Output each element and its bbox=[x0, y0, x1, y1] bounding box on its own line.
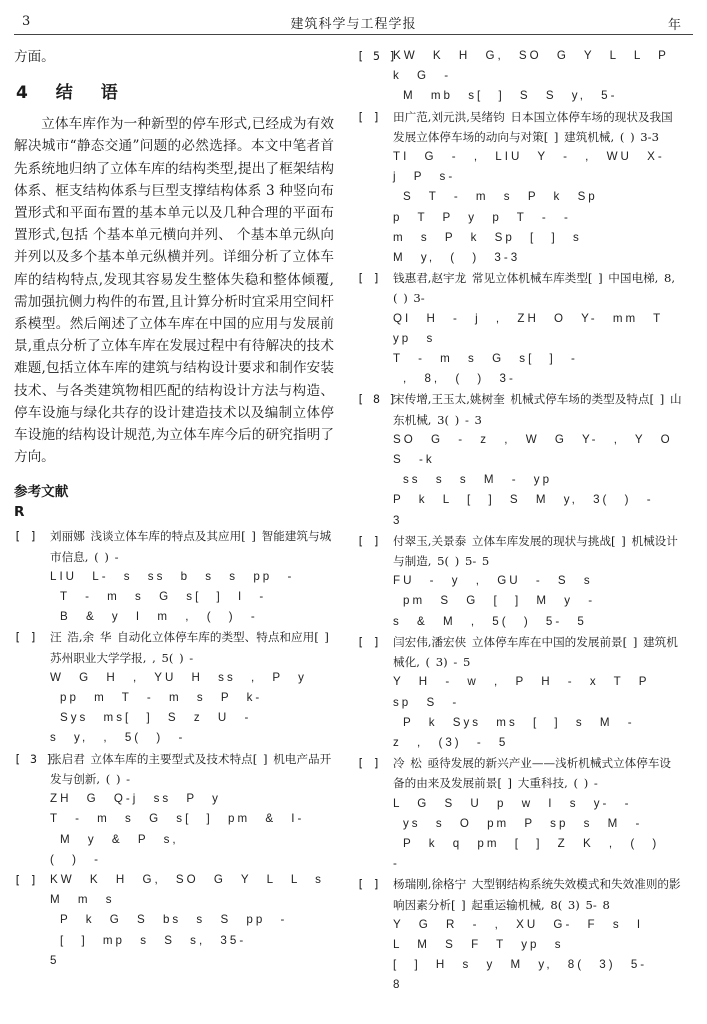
reference-english-line: T - m s G s[ ] I - bbox=[60, 590, 267, 604]
reference-english-line: P k q pm [ ] Z K , ( ) bbox=[403, 836, 660, 850]
reference-english-line: 3 bbox=[393, 513, 403, 527]
reference-english-line: ys s O pm P sp s M - bbox=[403, 816, 643, 830]
reference-english-line: P k G S bs s S pp - bbox=[60, 913, 288, 927]
left-column bbox=[14, 46, 334, 971]
reference-chinese: 刘丽娜 浅谈立体车库的特点及其应用[ ] 智能建筑与城市信息, ( ) - bbox=[50, 529, 332, 564]
reference-number: [ ] bbox=[357, 533, 380, 548]
journal-title: 建筑科学与工程学报 bbox=[290, 17, 417, 32]
reference-item bbox=[14, 870, 334, 971]
reference-english-line: L M S F T yp s bbox=[393, 937, 564, 951]
reference-item bbox=[357, 389, 682, 530]
reference-english-line: L G S U p w I s y- - bbox=[393, 796, 632, 810]
reference-english-line: KW K H G, SO G Y L L P k G - bbox=[393, 49, 669, 83]
reference-item bbox=[357, 753, 682, 874]
reference-list-left bbox=[14, 526, 334, 970]
reference-english-line: KW K H G, SO G Y L L s M m s bbox=[50, 872, 324, 907]
reference-number: [ 5 ] bbox=[357, 49, 396, 63]
reference-english-line: Sys ms[ ] S z U - bbox=[60, 711, 252, 725]
right-column bbox=[357, 46, 682, 996]
reference-english-line: P k Sys ms [ ] s M - bbox=[403, 715, 635, 729]
reference-chinese: 田广范,刘元洪,吴绪钧 日本国立体停车场的现状及我国发展立体停车场的动向与对策[ ] 建筑机械, ( ) 3-3 bbox=[393, 109, 673, 144]
reference-english-line: W G H , YU H ss , P y bbox=[50, 670, 307, 684]
section-title-a: 结 bbox=[55, 83, 75, 104]
references-marker: R bbox=[14, 504, 25, 521]
reference-english-line: pm S G [ ] M y - bbox=[403, 594, 596, 608]
reference-item bbox=[14, 627, 334, 748]
reference-english-line: LIU L- s ss b s s pp - bbox=[50, 569, 295, 583]
reference-english-line: QI H - j , ZH O Y- mm T yp s bbox=[393, 311, 664, 345]
reference-english-line: Y G R - , XU G- F s I bbox=[393, 917, 644, 931]
reference-english-line: S T - m s P k Sp bbox=[403, 190, 598, 204]
section-title-b: 语 bbox=[100, 83, 120, 104]
reference-english-line: s & M , 5( ) 5- 5 bbox=[393, 614, 587, 628]
reference-english-line: ZH G Q-j ss P y bbox=[50, 792, 221, 806]
references-heading: 参考文献 bbox=[14, 484, 69, 501]
reference-chinese: 宋传增,王玉太,姚树奎 机械式停车场的类型及特点[ ] 山东机械, 3( ) - 3 bbox=[393, 392, 682, 427]
reference-number: [ ] bbox=[357, 271, 380, 286]
reference-list-right bbox=[357, 46, 682, 996]
lead-text: 方面。 bbox=[14, 49, 55, 65]
reference-english-line: [ ] mp s S s, 35- bbox=[60, 933, 247, 947]
reference-item bbox=[357, 46, 682, 107]
reference-number: [ 8 ] bbox=[357, 392, 396, 407]
reference-item bbox=[14, 526, 334, 627]
reference-english-line: pp m T - m s P k- bbox=[60, 691, 263, 705]
reference-number: [ ] bbox=[14, 529, 37, 544]
reference-number: [ ] bbox=[357, 109, 380, 124]
page-header bbox=[0, 0, 707, 40]
reference-english-line: M y, ( ) 3-3 bbox=[393, 251, 521, 265]
reference-chinese: 杨瑞刚,徐格宁 大型钢结构系统失效模式和失效准则的影响因素分析[ ] 起重运输机械, 8( 3) 5- 8 bbox=[393, 877, 681, 912]
reference-chinese: 汪 浩,余 华 自动化立体停车库的类型、特点和应用[ ] 苏州职业大学学报, , 5( ) - bbox=[50, 630, 329, 665]
reference-english-line: M y & P s, bbox=[60, 832, 179, 846]
reference-item bbox=[357, 874, 682, 995]
reference-chinese: 钱惠君,赵宇龙 常见立体机械车库类型[ ] 中国电梯, 8, ( ) 3- bbox=[393, 271, 676, 306]
reference-english-line: TI G - , LIU Y - , WU X- j P s- bbox=[393, 150, 665, 184]
reference-english-line: , 8, ( ) 3- bbox=[403, 372, 516, 386]
reference-english-line: 5 bbox=[50, 953, 60, 967]
reference-english-line: M mb s[ ] S S y, 5- bbox=[403, 89, 618, 103]
reference-english-line: p T P y p T - - bbox=[393, 210, 571, 224]
reference-english-line: T - m s G s[ ] pm & I- bbox=[50, 812, 305, 826]
reference-item bbox=[357, 531, 682, 632]
reference-chinese: 闫宏伟,潘宏侠 立体停车库在中国的发展前景[ ] 建筑机械化, ( 3) - 5 bbox=[393, 634, 678, 670]
reference-number: [ ] bbox=[357, 634, 380, 649]
reference-chinese: 付翠玉,关景泰 立体车库发展的现状与挑战[ ] 机械设计与制造, 5( ) 5- 5 bbox=[393, 533, 678, 569]
reference-english-line: B & y I m , ( ) - bbox=[60, 610, 258, 624]
reference-chinese: 张启君 立体车库的主要型式及技术特点[ ] 机电产品开发与创新, ( ) - bbox=[50, 751, 332, 786]
reference-english-line: ss s s M - yp bbox=[403, 473, 553, 487]
reference-english-line: T - m s G s[ ] - bbox=[393, 352, 578, 366]
reference-english-line: P k L [ ] S M y, 3( ) - bbox=[393, 493, 654, 507]
reference-english-line: - bbox=[393, 857, 400, 871]
reference-english-line: SO G - z , W G Y- , Y O S -k bbox=[393, 432, 673, 467]
year-label: 年 bbox=[667, 18, 681, 33]
reference-number: [ 3 ] bbox=[14, 751, 53, 766]
reference-english-line: m s P k Sp [ ] s bbox=[393, 230, 582, 244]
page-number: 3 bbox=[22, 14, 31, 29]
section-heading bbox=[16, 78, 334, 103]
reference-number: [ ] bbox=[14, 630, 37, 645]
reference-english-line: ( ) - bbox=[50, 852, 102, 866]
reference-english-line: z , (3) - 5 bbox=[393, 735, 509, 749]
reference-number: [ ] bbox=[14, 872, 37, 887]
reference-english-line: [ ] H s y M y, 8( 3) 5- bbox=[393, 958, 648, 972]
reference-item bbox=[357, 268, 682, 389]
section-number: 4 bbox=[16, 83, 30, 104]
reference-number: [ ] bbox=[357, 877, 380, 892]
reference-english-line: 8 bbox=[393, 978, 403, 992]
reference-number: [ ] bbox=[357, 756, 380, 771]
reference-english-line: s y, , 5( ) - bbox=[50, 731, 186, 745]
reference-english-line: FU - y , GU - S s bbox=[393, 574, 593, 588]
conclusion-paragraph: 立体车库作为一种新型的停车形式,已经成为有效解决城市“静态交通”问题的必然选择。本文中笔者首先系统地归纳了立体车库的结构类型,提出了框架结构体系、框支结构体系与巨型支撑结构体系 3 种竖向布置形式和平面布置的基本单元以及几种合理的平面布置形式,包括 个基本单元横向并列、 个基本单元纵向并列以及多个基本单元纵横并列。详细分析了立体车库的结构特点,发现其容易发生整体失稳和整体倾覆,需加强抗侧力构件的布置,且计算分析时宜采用空间杆系模型。然后阐述了立体车库在中国的应用与发展前景,重点分析了立体车库在发展过程中有待解决的技术难题,包括立体车库的建筑与结构设计要求和制作安装技术、与各类建筑物相匹配的结构设计方法与构造、停车设施与绿化共存的设计建造技术以及编制立体停车设施的结构设计规范,为立体车库今后的研究指明了方向。 bbox=[14, 116, 334, 466]
reference-item bbox=[14, 749, 334, 870]
reference-item bbox=[357, 107, 682, 269]
header-rule bbox=[14, 34, 693, 35]
reference-item bbox=[357, 632, 682, 753]
reference-english-line: Y H - w , P H - x T P sp S - bbox=[393, 675, 650, 709]
reference-chinese: 冷 松 亟待发展的新兴产业——浅析机械式立体停车设备的由来及发展前景[ ] 大重科技, ( ) - bbox=[393, 756, 672, 791]
